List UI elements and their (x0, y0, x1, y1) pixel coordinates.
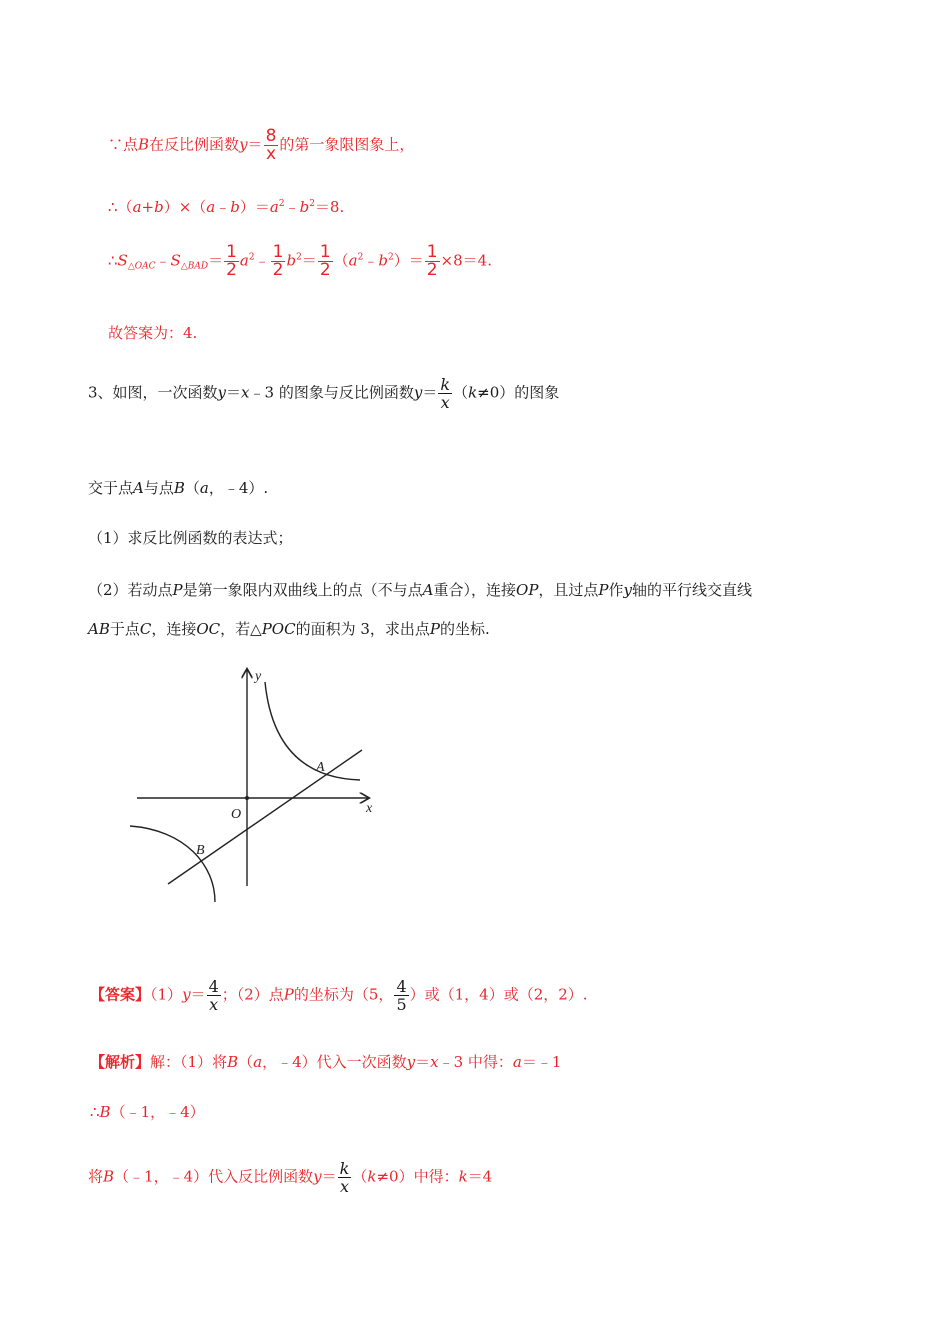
linear-function-line (168, 750, 362, 884)
point-a-label: A (316, 760, 325, 775)
origin-label: O (231, 807, 242, 822)
fraction-half: $\frac{1}{2}$ (272, 242, 284, 280)
fraction-4-over-x: $\frac{4}{x}$ (208, 977, 219, 1014)
solution-line-3: $\therefore S_{\triangle OAC}﹣S_{\triangle BAD}=$ $\frac{1}{2}$ $a^2﹣$ $\frac{1}{2}$ $b^2=$ $\frac{1}{2}$ $(a^2﹣b^2)=$ $\frac{1}{2}$ ×8＝4. (108, 242, 492, 280)
fraction-half: $\frac{1}{2}$ (226, 242, 237, 280)
question-3-line-1: 3、如图，一次函数y＝x﹣3 的图象与反比例函数y＝ $\frac{k}{x}$ （k≠0）的图象 (88, 375, 560, 412)
analysis-line-1: 【解析】解：（1）将B（a，﹣4）代入一次函数y＝x﹣3 中得：a＝﹣1 (90, 1053, 562, 1071)
fraction-k-over-x: $\frac{k}{x}$ (339, 1159, 350, 1196)
analysis-line-2: ∴B（﹣1，﹣4） (90, 1103, 205, 1121)
hyperbola-branch-2 (130, 826, 215, 902)
fraction-k-over-x: $\frac{k}{x}$ (440, 375, 451, 412)
fraction-8-over-x: $\frac{8}{x}$ (265, 126, 277, 164)
solution-line-1: ∵点B在反比例函数y＝ $\frac{8}{x}$ 的第一象限图象上， (108, 126, 415, 164)
analysis-line-3: 将B（﹣1，﹣4）代入反比例函数y＝ $\frac{k}{x}$ （k≠0）中得：k＝4 (88, 1159, 493, 1196)
solution-conclusion: 故答案为：4. (108, 324, 198, 342)
x-axis-label: x (366, 801, 373, 816)
question-3-line-2: 交于点A与点B（a，﹣4）. (88, 479, 269, 497)
analysis-tag: 【解析】 (90, 1053, 151, 1071)
answer-line: 【答案】（1）y＝ $\frac{4}{x}$ ；（2）点P的坐标为（5， $\frac{4}{5}$ ）或（1，4）或（2，2）. (90, 977, 588, 1014)
fraction-half: $\frac{1}{2}$ (319, 242, 331, 280)
solution-line-2: $\therefore(a+b)\times(a﹣b)=a^2﹣b^2=8$. (108, 198, 345, 216)
origin-point (245, 796, 249, 800)
question-part-1: （1）求反比例函数的表达式； (88, 529, 293, 547)
fraction-4-over-5: $\frac{4}{5}$ (396, 977, 407, 1014)
fraction-half: $\frac{1}{2}$ (426, 242, 438, 280)
question-part-2-cont: AB于点C，连接OC，若△POC的面积为 3，求出点P的坐标. (88, 620, 490, 638)
point-b-label: B (196, 843, 205, 858)
question-part-2: （2）若动点P是第一象限内双曲线上的点（不与点A重合），连接OP，且过点P作y轴的平行线交直线 (88, 581, 753, 599)
answer-tag: 【答案】 (90, 985, 151, 1004)
y-axis-label: y (255, 669, 262, 684)
hyperbola-branch-1 (265, 682, 360, 780)
function-graph (125, 660, 395, 910)
